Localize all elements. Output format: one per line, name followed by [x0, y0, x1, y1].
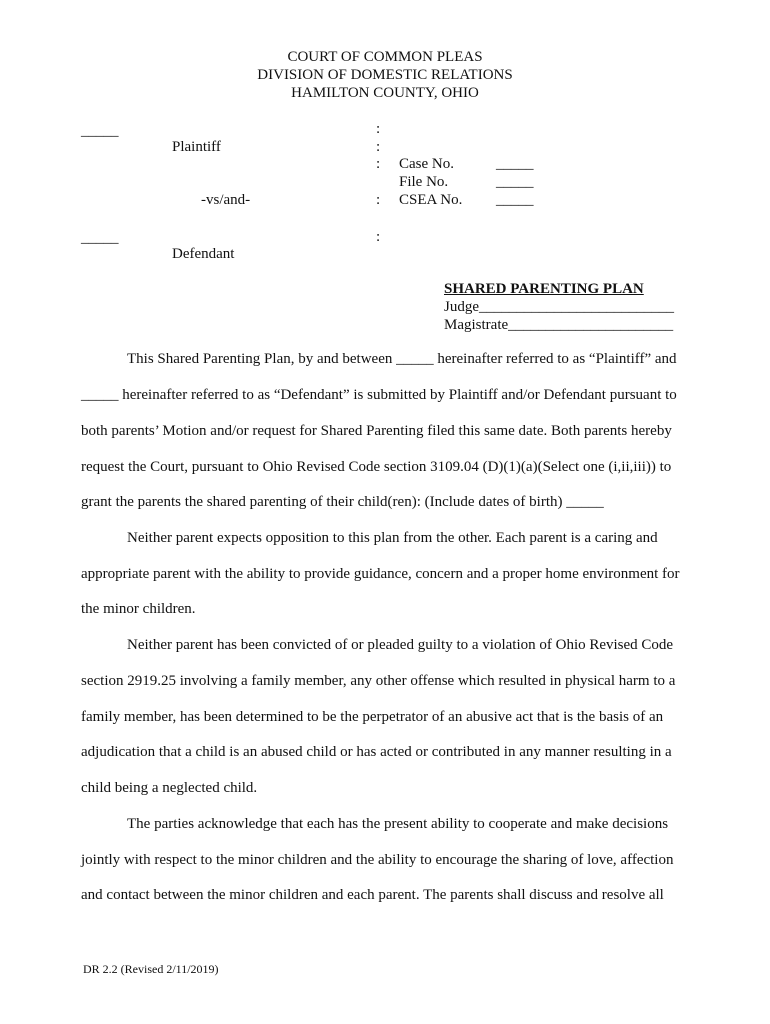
caption-colon: :	[376, 121, 381, 137]
paragraph-line: child being a neglected child.	[81, 780, 258, 796]
paragraph-line: Neither parent has been convicted of or pleaded guilty to a violation of Ohio Revised Code	[127, 637, 674, 653]
csea-no-label: CSEA No.	[399, 192, 463, 208]
paragraph-line: section 2919.25 involving a family member, any other offense which resulted in physical harm to a	[81, 673, 676, 689]
judge-line	[444, 298, 674, 316]
file-no-label: File No.	[399, 174, 449, 190]
paragraph-line: This Shared Parenting Plan, by and between _____ hereinafter referred to as “Plaintiff” and	[127, 351, 677, 367]
court-division: DIVISION OF DOMESTIC RELATIONS	[257, 67, 513, 83]
paragraph-line: the minor children.	[81, 601, 196, 617]
plaintiff-name-blank: _____	[81, 123, 119, 139]
paragraph-line: jointly with respect to the minor children and the ability to encourage the sharing of love, affection	[81, 852, 674, 868]
paragraph-line: family member, has been determined to be the perpetrator of an abusive act that is the basis of an	[81, 709, 664, 725]
case-no-label: Case No.	[399, 156, 454, 172]
paragraph-line: _____ hereinafter referred to as “Defendant” is submitted by Plaintiff and/or Defendant pursuant to	[81, 387, 677, 403]
judge-blank: __________________________	[479, 299, 674, 315]
magistrate-line	[444, 316, 673, 334]
defendant-label: Defendant	[172, 246, 235, 262]
magistrate-blank: ______________________	[508, 317, 674, 333]
paragraph-line: request the Court, pursuant to Ohio Revised Code section 3109.04 (D)(1)(a)(Select one (i,ii,iii)) to	[81, 459, 672, 475]
caption-colon: :	[376, 156, 381, 172]
caption-colon: :	[376, 192, 381, 208]
case-no-value: _____	[496, 156, 534, 172]
plan-title: SHARED PARENTING PLAN	[444, 281, 644, 297]
caption-colon: :	[376, 229, 381, 245]
paragraph-line: grant the parents the shared parenting of their child(ren): (Include dates of birth) _____	[81, 494, 604, 510]
paragraph-line: adjudication that a child is an abused child or has acted or contributed in any manner resulting in a	[81, 744, 672, 760]
plaintiff-label: Plaintiff	[172, 139, 221, 155]
csea-no-value: _____	[496, 192, 534, 208]
paragraph-line: appropriate parent with the ability to provide guidance, concern and a proper home environment for	[81, 566, 680, 582]
court-county: HAMILTON COUNTY, OHIO	[291, 85, 479, 101]
judge-label: Judge	[444, 299, 479, 315]
paragraph-line: Neither parent expects opposition to this plan from the other. Each parent is a caring and	[127, 530, 658, 546]
vs-label: -vs/and-	[201, 192, 251, 208]
form-footer: DR 2.2 (Revised 2/11/2019)	[83, 962, 219, 976]
paragraph-line: both parents’ Motion and/or request for Shared Parenting filed this same date. Both parents hereby	[81, 423, 672, 439]
caption-colon: :	[376, 139, 381, 155]
paragraph-line: The parties acknowledge that each has the present ability to cooperate and make decisions	[127, 816, 669, 832]
file-no-value: _____	[496, 174, 534, 190]
defendant-name-blank: _____	[81, 230, 119, 246]
magistrate-label: Magistrate	[444, 317, 509, 333]
paragraph-line: and contact between the minor children and each parent. The parents shall discuss and resolve all	[81, 887, 664, 903]
court-name: COURT OF COMMON PLEAS	[287, 49, 483, 65]
